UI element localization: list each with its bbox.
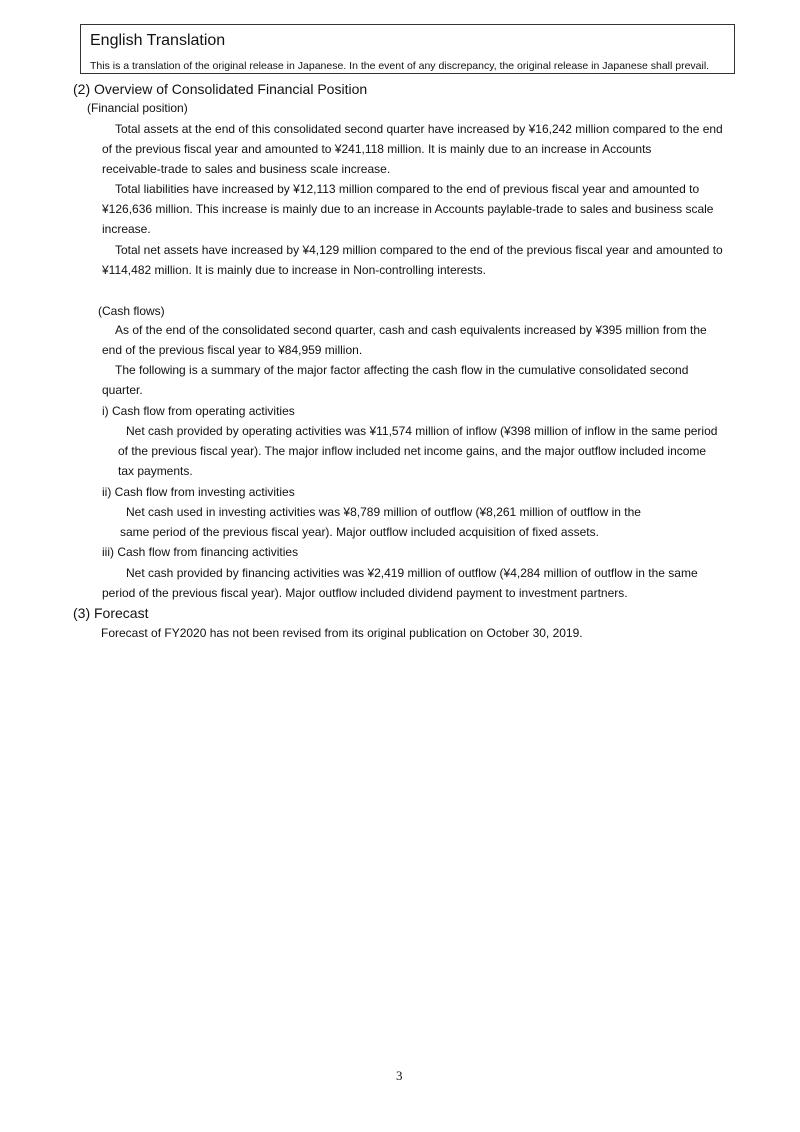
paragraph-line: Total assets at the end of this consolidated second quarter have increased by ¥16,242 million compared to the end bbox=[115, 122, 723, 136]
list-heading-operating: i) Cash flow from operating activities bbox=[102, 404, 295, 418]
paragraph-line: quarter. bbox=[102, 383, 143, 397]
section-heading-forecast: (3) Forecast bbox=[73, 605, 149, 621]
paragraph-line: Total net assets have increased by ¥4,129 million compared to the end of the previous fiscal year and amounted to bbox=[115, 243, 723, 257]
paragraph-line: tax payments. bbox=[118, 464, 193, 478]
paragraph-line: of the previous fiscal year and amounted to ¥241,118 million. It is mainly due to an increase in Accounts bbox=[102, 142, 652, 156]
paragraph-line: Net cash used in investing activities was ¥8,789 million of outflow (¥8,261 million of outflow in the bbox=[126, 505, 641, 519]
paragraph-line: of the previous fiscal year). The major inflow included net income gains, and the major outflow included income bbox=[118, 444, 707, 458]
paragraph-line: As of the end of the consolidated second quarter, cash and cash equivalents increased by ¥395 million from the bbox=[115, 323, 707, 337]
translation-notice-box bbox=[80, 24, 735, 74]
paragraph-line: Total liabilities have increased by ¥12,113 million compared to the end of previous fiscal year and amounted to bbox=[115, 182, 700, 196]
paragraph-line: ¥114,482 million. It is mainly due to increase in Non-controlling interests. bbox=[102, 263, 486, 277]
list-heading-financing: iii) Cash flow from financing activities bbox=[102, 545, 299, 559]
forecast-text: Forecast of FY2020 has not been revised from its original publication on October 30, 2019. bbox=[101, 626, 583, 640]
paragraph-line: same period of the previous fiscal year). Major outflow included acquisition of fixed assets. bbox=[120, 525, 599, 539]
notice-disclaimer: This is a translation of the original release in Japanese. In the event of any discrepancy, the original release in Japanese shall prevail. bbox=[90, 60, 710, 72]
page-number: 3 bbox=[396, 1068, 403, 1083]
list-heading-investing: ii) Cash flow from investing activities bbox=[102, 485, 295, 499]
notice-title: English Translation bbox=[90, 32, 226, 49]
subheading-cash-flows: (Cash flows) bbox=[98, 304, 165, 318]
paragraph-line: period of the previous fiscal year). Major outflow included dividend payment to investment partners. bbox=[102, 586, 628, 600]
paragraph-line: receivable-trade to sales and business scale increase. bbox=[102, 162, 391, 176]
paragraph-line: Net cash provided by financing activities was ¥2,419 million of outflow (¥4,284 million of outflow in the same bbox=[126, 566, 698, 580]
section-heading-financial-position: (2) Overview of Consolidated Financial Position bbox=[73, 81, 368, 97]
paragraph-line: The following is a summary of the major factor affecting the cash flow in the cumulative consolidated second bbox=[115, 363, 689, 377]
paragraph-line: end of the previous fiscal year to ¥84,959 million. bbox=[102, 343, 363, 357]
paragraph-line: increase. bbox=[102, 222, 151, 236]
paragraph-line: ¥126,636 million. This increase is mainly due to an increase in Accounts paylable-trade to sales and business scale bbox=[102, 202, 714, 216]
paragraph-line: Net cash provided by operating activities was ¥11,574 million of inflow (¥398 million of inflow in the same period bbox=[126, 424, 718, 438]
subheading-financial-position: (Financial position) bbox=[87, 101, 188, 115]
